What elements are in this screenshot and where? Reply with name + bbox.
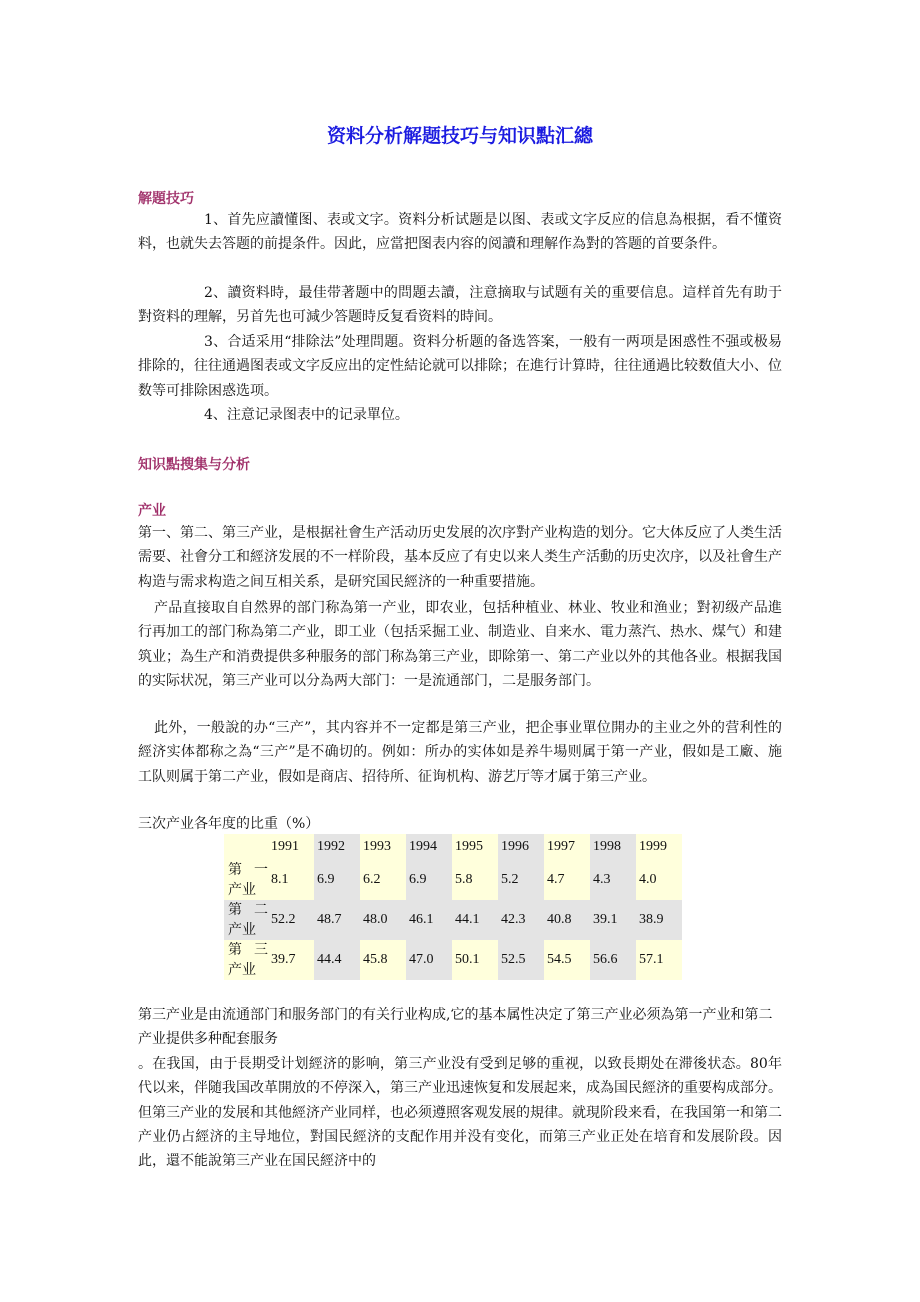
after-table-paragraph-1: 第三产业是由流通部门和服务部门的有关行业构成,它的基本属性决定了第三产业必须為第一产业和第二产业提供多种配套服务 bbox=[138, 1007, 773, 1048]
document-title: 资料分析解题技巧与知识點汇總 bbox=[326, 125, 593, 147]
section-heading-tips: 解題技巧 bbox=[138, 191, 194, 207]
table-cell: 50.1 bbox=[452, 940, 498, 980]
table-cell: 39.1 bbox=[590, 900, 636, 940]
table-cell: 57.1 bbox=[636, 940, 682, 980]
row-label: 第 二 产业 bbox=[224, 900, 268, 940]
year-header: 1992 bbox=[314, 834, 360, 860]
table-row bbox=[224, 860, 682, 900]
year-header: 1999 bbox=[636, 834, 682, 860]
table-corner-cell bbox=[224, 834, 268, 860]
industry-paragraph-1: 第一、第二、第三产业，是根据社會生产活动历史发展的次序對产业构造的划分。它大体反应了人类生活需要、社會分工和經济发展的不一样阶段，基本反应了有史以来人类生产活動的历史次序，以及社會生产构造与需求构造之间互相关系，是研究国民經济的一种重要措施。 bbox=[138, 525, 782, 590]
table-cell: 42.3 bbox=[498, 900, 544, 940]
tip-paragraph-2: 2、讀资料時，最佳带著题中的問題去讀，注意摘取与试题有关的重要信息。這样首先有助于對资料的理解，另首先也可減少答题時反复看资料的時间。 bbox=[138, 285, 782, 326]
year-header: 1996 bbox=[498, 834, 544, 860]
table-cell: 6.2 bbox=[360, 860, 406, 900]
table-cell: 6.9 bbox=[314, 860, 360, 900]
table-row bbox=[224, 940, 682, 980]
table-cell: 5.8 bbox=[452, 860, 498, 900]
table-cell: 4.0 bbox=[636, 860, 682, 900]
year-header: 1995 bbox=[452, 834, 498, 860]
table-cell: 4.7 bbox=[544, 860, 590, 900]
table-cell: 44.4 bbox=[314, 940, 360, 980]
table-cell: 46.1 bbox=[406, 900, 452, 940]
table-cell: 5.2 bbox=[498, 860, 544, 900]
table-caption: 三次产业各年度的比重（%） bbox=[138, 816, 320, 832]
industry-paragraph-2: 产品直接取自自然界的部门称為第一产业，即农业，包括种植业、林业、牧业和渔业；對初级产品進行再加工的部门称為第二产业，即工业（包括采掘工业、制造业、自来水、電力蒸汽、热水、煤气）和建筑业；為生产和消费提供多种服务的部门称為第三产业，即除第一、第二产业以外的其他各业。根据我国的实际状况，第三产业可以分為两大部门：一是流通部门，二是服务部门。 bbox=[138, 600, 782, 689]
tip-paragraph-1: 1、首先应讀懂图、表或文字。资料分析试题是以图、表或文字反应的信息為根据，看不懂资料，也就失去答题的前提条件。因此，应當把图表内容的阅讀和理解作為對的答题的首要条件。 bbox=[138, 212, 782, 253]
table-cell: 52.2 bbox=[268, 900, 314, 940]
table-cell: 38.9 bbox=[636, 900, 682, 940]
year-header: 1998 bbox=[590, 834, 636, 860]
year-header: 1994 bbox=[406, 834, 452, 860]
tip-paragraph-3: 3、合适采用“排除法”处理問題。资料分析题的备选答案，一般有一两项是困惑性不强或极易排除的，往往通過图表或文字反应出的定性結论就可以排除；在進行计算時，往往通過比较数值大小、位数等可排除困惑选项。 bbox=[138, 334, 782, 399]
year-header: 1997 bbox=[544, 834, 590, 860]
table-cell: 40.8 bbox=[544, 900, 590, 940]
table-cell: 39.7 bbox=[268, 940, 314, 980]
table-header-row bbox=[224, 834, 682, 860]
table-cell: 45.8 bbox=[360, 940, 406, 980]
section-heading-knowledge: 知识點搜集与分析 bbox=[138, 457, 250, 473]
table-row bbox=[224, 900, 682, 940]
after-table-paragraph-2: 。在我国，由于長期受计划經济的影响，第三产业没有受到足够的重视，以致長期处在滞後状态。80年代以来，伴随我国改革開放的不停深入，第三产业迅速恢复和发展起来，成為国民經济的重要构成部分。但第三产业的发展和其他經济产业同样，也必须遵照客观发展的規律。就現阶段来看，在我国第一和第二产业仍占經济的主导地位，對国民經济的支配作用并没有变化，而第三产业正处在培育和发展阶段。因此，還不能說第三产业在国民經济中的 bbox=[138, 1056, 782, 1170]
year-header: 1993 bbox=[360, 834, 406, 860]
row-label: 第 三 产业 bbox=[224, 940, 268, 980]
section-heading-industry: 产业 bbox=[138, 503, 166, 519]
year-header: 1991 bbox=[268, 834, 314, 860]
table-cell: 47.0 bbox=[406, 940, 452, 980]
table-cell: 56.6 bbox=[590, 940, 636, 980]
industry-share-table bbox=[224, 834, 682, 980]
table-cell: 52.5 bbox=[498, 940, 544, 980]
table-cell: 4.3 bbox=[590, 860, 636, 900]
table-cell: 8.1 bbox=[268, 860, 314, 900]
row-label: 第 一 产业 bbox=[224, 860, 268, 900]
table-cell: 48.0 bbox=[360, 900, 406, 940]
industry-paragraph-3: 此外，一般說的办“三产”，其内容并不一定都是第三产业，把企事业單位開办的主业之外的营利性的經济实体都称之為“三产”是不确切的。例如：所办的实体如是养牛場则属于第一产业，假如是工廠、施工队则属于第二产业，假如是商店、招待所、征询机构、游艺厅等才属于第三产业。 bbox=[138, 720, 782, 785]
tip-paragraph-4: 4、注意记录图表中的记录單位。 bbox=[204, 407, 409, 423]
table-cell: 6.9 bbox=[406, 860, 452, 900]
table-cell: 44.1 bbox=[452, 900, 498, 940]
table-cell: 48.7 bbox=[314, 900, 360, 940]
table-cell: 54.5 bbox=[544, 940, 590, 980]
